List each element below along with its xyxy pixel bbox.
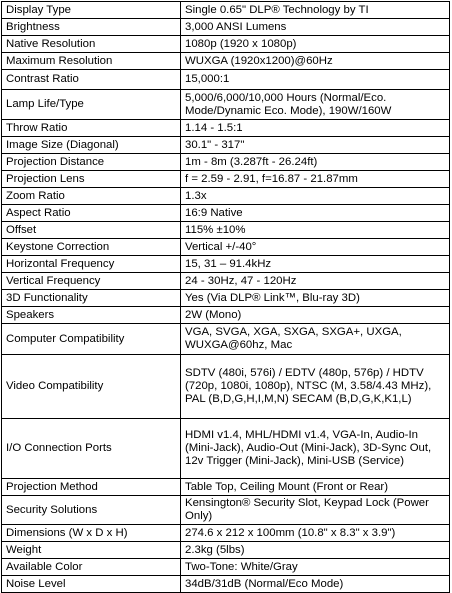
spec-label: Available Color — [2, 559, 181, 576]
spec-label: Projection Distance — [2, 154, 181, 171]
spec-value: 2W (Mono) — [181, 307, 450, 324]
spec-label: Video Compatibility — [2, 355, 181, 419]
table-row — [2, 496, 450, 525]
spec-value: Single 0.65" DLP® Technology by TI — [181, 2, 450, 19]
table-row — [2, 171, 450, 188]
spec-label: Offset — [2, 222, 181, 239]
spec-value: 1080p (1920 x 1080p) — [181, 36, 450, 53]
spec-label: Dimensions (W x D x H) — [2, 525, 181, 542]
spec-label: Keystone Correction — [2, 239, 181, 256]
table-row — [2, 205, 450, 222]
table-row — [2, 19, 450, 36]
spec-label: Lamp Life/Type — [2, 90, 181, 120]
spec-value: 1.14 - 1.5:1 — [181, 120, 450, 137]
spec-value: 1.3x — [181, 188, 450, 205]
spec-label: Aspect Ratio — [2, 205, 181, 222]
spec-label: Maximum Resolution — [2, 53, 181, 70]
table-row — [2, 36, 450, 53]
spec-value: WUXGA (1920x1200)@60Hz — [181, 53, 450, 70]
table-row — [2, 2, 450, 19]
table-row — [2, 290, 450, 307]
spec-value: VGA, SVGA, XGA, SXGA, SXGA+, UXGA, WUXGA@60hz, Mac — [181, 324, 450, 355]
spec-table-body — [2, 2, 450, 593]
spec-value: 2.3kg (5lbs) — [181, 542, 450, 559]
spec-value: 5,000/6,000/10,000 Hours (Normal/Eco. Mode/Dynamic Eco. Mode), 190W/160W — [181, 90, 450, 120]
spec-label: Noise Level — [2, 576, 181, 593]
spec-value: Yes (Via DLP® Link™, Blu-ray 3D) — [181, 290, 450, 307]
spec-value: f = 2.59 - 2.91, f=16.87 - 21.87mm — [181, 171, 450, 188]
spec-label: Security Solutions — [2, 496, 181, 525]
table-row — [2, 542, 450, 559]
spec-value: Two-Tone: White/Gray — [181, 559, 450, 576]
spec-value: Vertical +/-40° — [181, 239, 450, 256]
table-row — [2, 53, 450, 70]
table-row — [2, 355, 450, 419]
table-row — [2, 222, 450, 239]
spec-label: Weight — [2, 542, 181, 559]
spec-value: 15,000:1 — [181, 70, 450, 90]
spec-label: Projection Method — [2, 479, 181, 496]
table-row — [2, 120, 450, 137]
spec-label: Vertical Frequency — [2, 273, 181, 290]
table-row — [2, 154, 450, 171]
spec-value: 30.1" - 317" — [181, 137, 450, 154]
spec-value: 24 - 30Hz, 47 - 120Hz — [181, 273, 450, 290]
table-row — [2, 559, 450, 576]
spec-value: 34dB/31dB (Normal/Eco Mode) — [181, 576, 450, 593]
spec-label: Image Size (Diagonal) — [2, 137, 181, 154]
spec-label: Horizontal Frequency — [2, 256, 181, 273]
spec-value: Table Top, Ceiling Mount (Front or Rear) — [181, 479, 450, 496]
spec-value: HDMI v1.4, MHL/HDMI v1.4, VGA-In, Audio-In (Mini-Jack), Audio-Out (Mini-Jack), 3D-Sync Out, 12v Trigger (Mini-Jack), Mini-USB (Service) — [181, 419, 450, 479]
table-row — [2, 273, 450, 290]
table-row — [2, 90, 450, 120]
table-row — [2, 479, 450, 496]
table-row — [2, 307, 450, 324]
spec-label: Zoom Ratio — [2, 188, 181, 205]
spec-label: Brightness — [2, 19, 181, 36]
spec-value: 115% ±10% — [181, 222, 450, 239]
spec-label: 3D Functionality — [2, 290, 181, 307]
spec-label: Native Resolution — [2, 36, 181, 53]
spec-label: Computer Compatibility — [2, 324, 181, 355]
table-row — [2, 525, 450, 542]
table-row — [2, 70, 450, 90]
spec-value: 274.6 x 212 x 100mm (10.8" x 8.3" x 3.9") — [181, 525, 450, 542]
spec-value: 16:9 Native — [181, 205, 450, 222]
spec-label: Throw Ratio — [2, 120, 181, 137]
table-row — [2, 188, 450, 205]
spec-label: Contrast Ratio — [2, 70, 181, 90]
spec-value: 15, 31 – 91.4kHz — [181, 256, 450, 273]
spec-table — [1, 1, 450, 593]
table-row — [2, 137, 450, 154]
spec-label: Projection Lens — [2, 171, 181, 188]
table-row — [2, 256, 450, 273]
table-row — [2, 576, 450, 593]
spec-value: Kensington® Security Slot, Keypad Lock (Power Only) — [181, 496, 450, 525]
spec-value: 3,000 ANSI Lumens — [181, 19, 450, 36]
table-row — [2, 324, 450, 355]
spec-label: I/O Connection Ports — [2, 419, 181, 479]
table-row — [2, 239, 450, 256]
spec-value: 1m - 8m (3.287ft - 26.24ft) — [181, 154, 450, 171]
spec-label: Display Type — [2, 2, 181, 19]
spec-value: SDTV (480i, 576i) / EDTV (480p, 576p) / HDTV (720p, 1080i, 1080p), NTSC (M, 3.58/4.43 MHz), PAL (B,D,G,H,I,M,N) SECAM (B,D,G,K,K1,L) — [181, 355, 450, 419]
table-row — [2, 419, 450, 479]
spec-label: Speakers — [2, 307, 181, 324]
